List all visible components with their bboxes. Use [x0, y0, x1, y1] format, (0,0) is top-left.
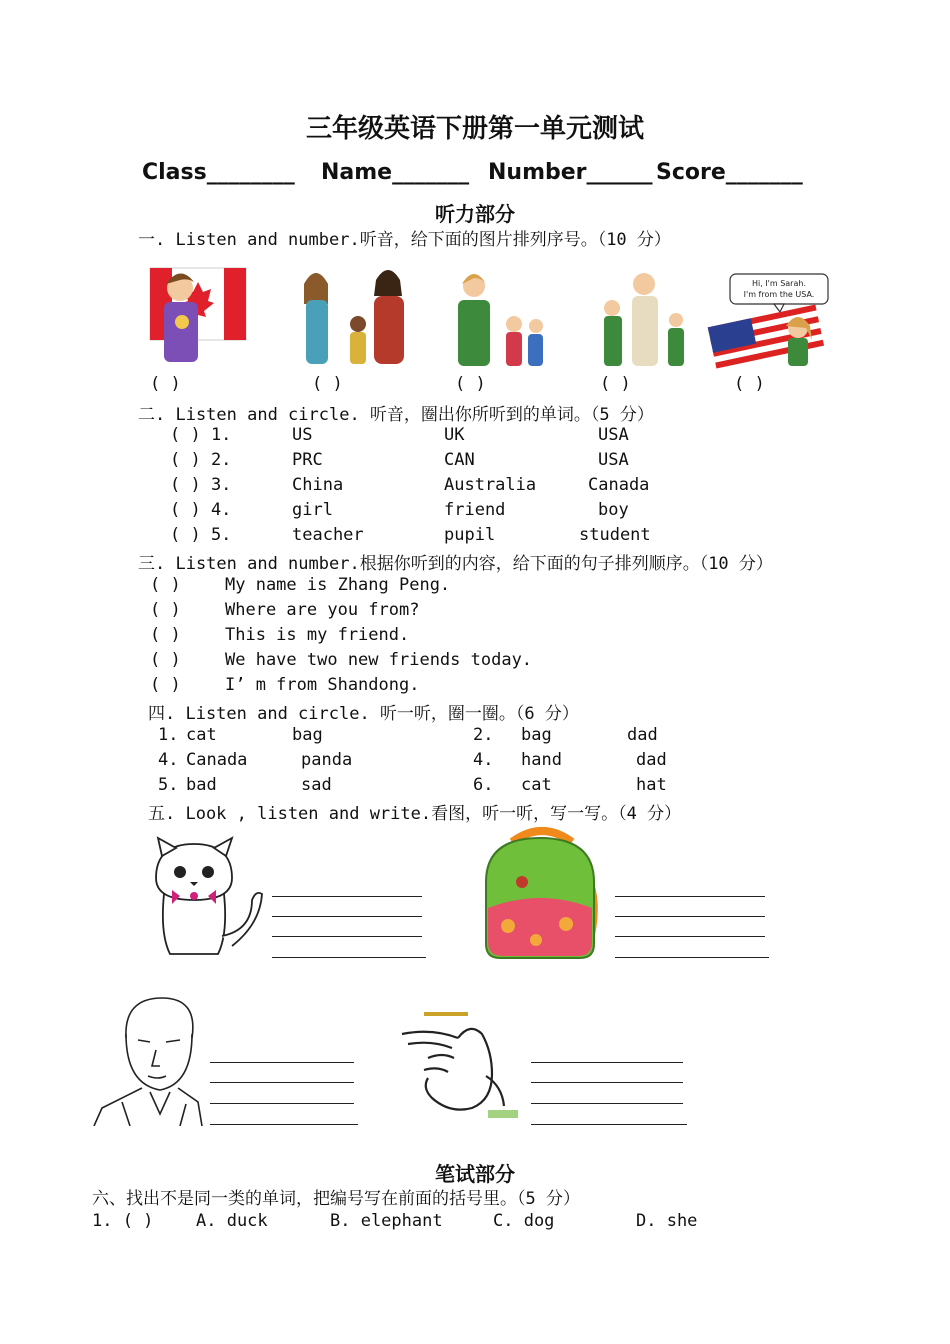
teacher-two-kids-picture	[450, 268, 550, 368]
pointing-hand-picture	[398, 1012, 528, 1124]
part4-row1-a2[interactable]: bag	[521, 725, 552, 745]
part4-row1-a1[interactable]: cat	[186, 725, 217, 745]
part2-row2-paren[interactable]: ( ) 2.	[170, 450, 232, 470]
part4-row2-n2: 4.	[473, 750, 494, 770]
man-answer-line-4[interactable]	[210, 1124, 358, 1125]
part2-row5-a: teacher	[292, 525, 364, 545]
part2-row2-c: USA	[598, 450, 629, 470]
part3-row4-text: We have two new friends today.	[225, 650, 533, 670]
bag-answer-line-2[interactable]	[615, 916, 765, 917]
class-field: Class________	[142, 160, 295, 185]
part4-row2-a2[interactable]: hand	[521, 750, 562, 770]
man-answer-line-1[interactable]	[210, 1062, 354, 1063]
part4-row2-a1[interactable]: Canada	[186, 750, 248, 770]
page-title: 三年级英语下册第一单元测试	[305, 114, 644, 144]
part3-row5-text: I’ m from Shandong.	[225, 675, 420, 695]
picture5-blank[interactable]: ( )	[734, 374, 765, 394]
part2-row1-b: UK	[444, 425, 465, 445]
part4-row1-n2: 2.	[473, 725, 494, 745]
part2-row3-paren[interactable]: ( ) 3.	[170, 475, 232, 495]
part4-row2-n1: 4.	[158, 750, 179, 770]
part4-heading: 四. Listen and circle. 听一听，圈一圈。（6 分）	[148, 704, 579, 724]
bag-answer-line-1[interactable]	[615, 896, 765, 897]
part2-row5-b: pupil	[444, 525, 496, 545]
picture2-blank[interactable]: ( )	[312, 374, 343, 394]
part4-row3-n1: 5.	[158, 775, 179, 795]
part3-row5-paren[interactable]: ( )	[150, 675, 181, 695]
picture3-blank[interactable]: ( )	[455, 374, 486, 394]
bag-picture	[472, 822, 608, 962]
part6-row1-b: B. elephant	[330, 1211, 443, 1231]
sarah-usa-flag-picture	[704, 270, 834, 370]
number-field: Number______	[488, 160, 653, 185]
speech-bubble-line2: I'm from the USA.	[743, 290, 815, 299]
part2-row1-paren[interactable]: ( ) 1.	[170, 425, 232, 445]
part4-row3-b2[interactable]: hat	[636, 775, 667, 795]
part6-row1-c: C. dog	[493, 1211, 555, 1231]
name-field: Name_______	[321, 160, 470, 185]
hand-answer-line-4[interactable]	[531, 1124, 687, 1125]
part4-row3-n2: 6.	[473, 775, 494, 795]
man-answer-line-3[interactable]	[210, 1103, 354, 1104]
part2-row3-a: China	[292, 475, 344, 495]
picture1-blank[interactable]: ( )	[150, 374, 181, 394]
part3-row3-paren[interactable]: ( )	[150, 625, 181, 645]
part2-row4-c: boy	[598, 500, 629, 520]
part4-row2-b1[interactable]: panda	[301, 750, 353, 770]
part3-row4-paren[interactable]: ( )	[150, 650, 181, 670]
man-answer-line-2[interactable]	[210, 1082, 354, 1083]
listening-heading: 听力部分	[435, 202, 515, 226]
part2-heading: 二. Listen and circle. 听音，圈出你所听到的单词。（5 分）	[138, 405, 654, 425]
part6-heading: 六、找出不是同一类的单词，把编号写在前面的括号里。（5 分）	[92, 1189, 580, 1209]
bag-answer-line-4[interactable]	[615, 957, 769, 958]
part3-row3-text: This is my friend.	[225, 625, 410, 645]
part2-row1-a: US	[292, 425, 313, 445]
picture4-blank[interactable]: ( )	[600, 374, 631, 394]
part1-heading: 一. Listen and number.听音，给下面的图片排列序号。（10 分）	[138, 230, 671, 250]
part5-heading: 五. Look , listen and write.看图，听一听，写一写。（4 分）	[148, 804, 682, 824]
boy-canada-flag-picture	[146, 262, 252, 366]
part4-row3-b1[interactable]: sad	[301, 775, 332, 795]
part6-row1-a: A. duck	[196, 1211, 268, 1231]
bag-answer-line-3[interactable]	[615, 936, 765, 937]
cat-answer-line-3[interactable]	[272, 936, 422, 937]
part3-heading: 三. Listen and number.根据你听到的内容，给下面的句子排列顺序。（10 分）	[138, 554, 773, 574]
part2-row1-c: USA	[598, 425, 629, 445]
teacher-mother-child-picture	[296, 266, 410, 368]
part3-row1-text: My name is Zhang Peng.	[225, 575, 451, 595]
part3-row2-paren[interactable]: ( )	[150, 600, 181, 620]
hand-answer-line-1[interactable]	[531, 1062, 683, 1063]
part2-row3-c: Canada	[588, 475, 650, 495]
part6-row1-num[interactable]: 1. ( )	[92, 1211, 154, 1231]
part3-row2-text: Where are you from?	[225, 600, 420, 620]
cat-answer-line-2[interactable]	[272, 916, 422, 917]
part4-row2-b2[interactable]: dad	[636, 750, 667, 770]
part4-row1-b1[interactable]: bag	[292, 725, 323, 745]
part2-row2-b: CAN	[444, 450, 475, 470]
part2-row4-paren[interactable]: ( ) 4.	[170, 500, 232, 520]
part3-row1-paren[interactable]: ( )	[150, 575, 181, 595]
part2-row4-b: friend	[444, 500, 506, 520]
hand-answer-line-2[interactable]	[531, 1082, 683, 1083]
speech-bubble-line1: Hi, I'm Sarah.	[751, 279, 807, 288]
cat-answer-line-4[interactable]	[272, 957, 426, 958]
score-field: Score_______	[656, 160, 803, 185]
cat-picture	[146, 836, 266, 960]
man-with-kids-picture	[596, 268, 692, 368]
cat-answer-line-1[interactable]	[272, 896, 422, 897]
hand-answer-line-3[interactable]	[531, 1103, 683, 1104]
writing-heading: 笔试部分	[435, 1162, 515, 1186]
part4-row1-b2[interactable]: dad	[627, 725, 658, 745]
part6-row1-d: D. she	[636, 1211, 698, 1231]
part4-row3-a2[interactable]: cat	[521, 775, 552, 795]
part2-row5-paren[interactable]: ( ) 5.	[170, 525, 232, 545]
part2-row3-b: Australia	[444, 475, 537, 495]
part2-row4-a: girl	[292, 500, 333, 520]
man-portrait-picture	[92, 994, 204, 1126]
part4-row1-n1: 1.	[158, 725, 179, 745]
part2-row2-a: PRC	[292, 450, 323, 470]
part2-row5-c: student	[579, 525, 651, 545]
part4-row3-a1[interactable]: bad	[186, 775, 217, 795]
